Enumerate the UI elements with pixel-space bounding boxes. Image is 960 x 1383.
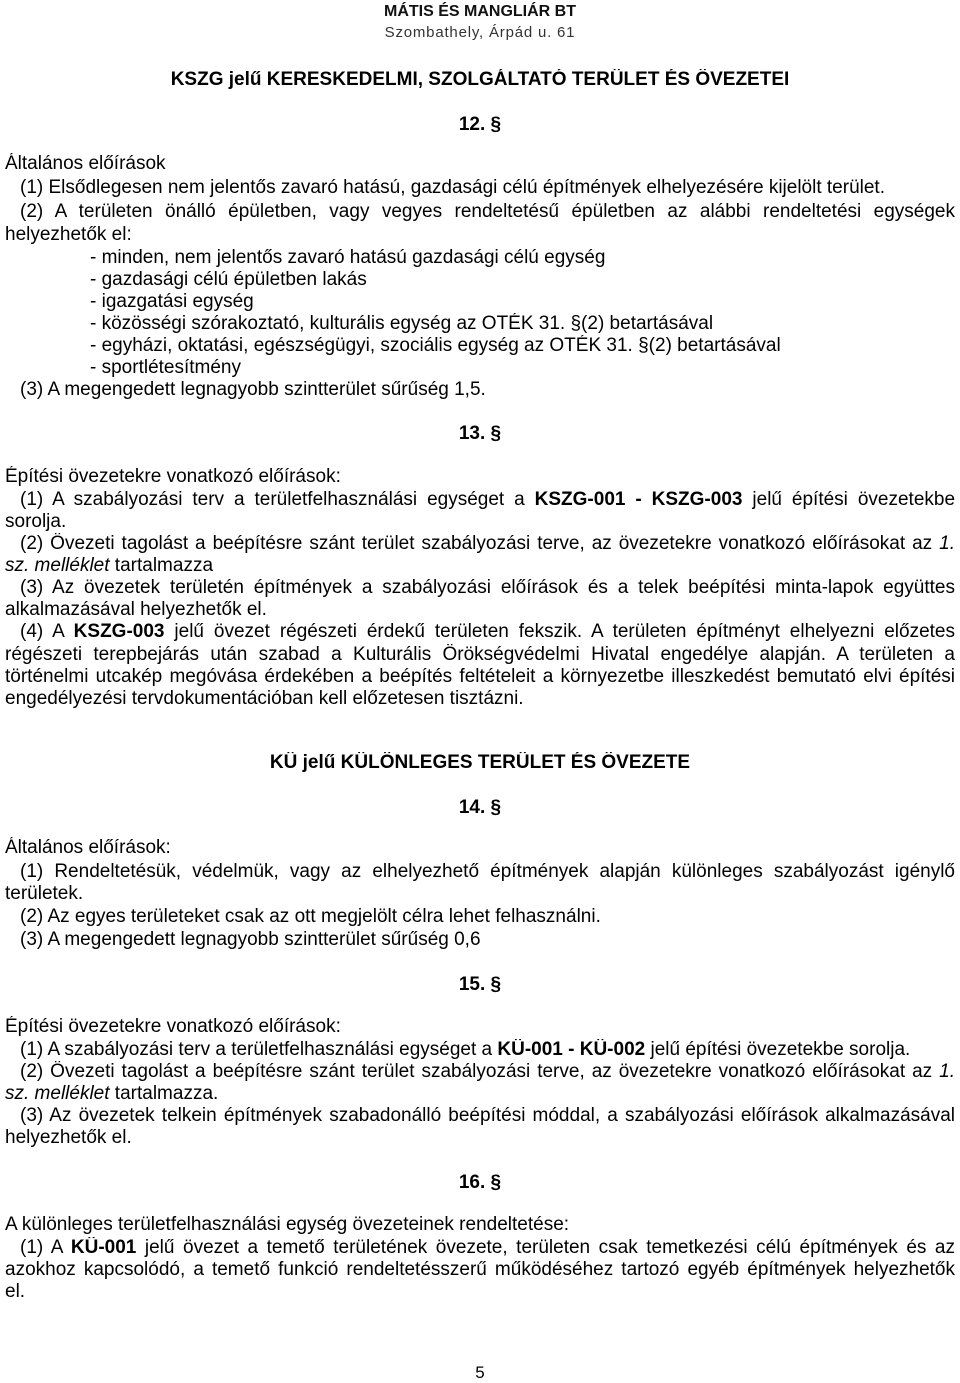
s16-heading: A különleges területfelhasználási egység övezeteinek rendeltetése:: [5, 1214, 570, 1235]
s13-p2-text: (2) Övezeti tagolást a beépítésre szánt terület szabályozási terve, az övezetekre vonatkozó előírásokat az: [20, 533, 940, 554]
paragraph-15-number: 15. §: [458, 974, 502, 995]
s13-p4-line4: engedélyezési tervdokumentációban kell előzetesen tisztázni.: [5, 688, 524, 709]
s16-p1-text-cont: jelű övezet a temető területének övezete, területen csak temetkezési célú építmények és az: [136, 1237, 955, 1258]
s15-p1-text-cont: jelű építési övezetekbe sorolja.: [645, 1039, 911, 1060]
s15-p2-text: (2) Övezeti tagolást a beépítésre szánt terület szabályozási terve, az övezetekre vonatkozó előírásokat az: [20, 1061, 940, 1082]
s13-p4-line1: [20, 621, 955, 643]
zone-code-ku-001: KÜ-001: [70, 1237, 137, 1258]
s13-p1-line2: sorolja.: [5, 511, 67, 532]
s12-p2-line2: helyezhetők el:: [5, 224, 132, 245]
s12-list-item: - gazdasági célú épületben lakás: [90, 269, 367, 290]
s14-p1-line2: területek.: [5, 883, 84, 904]
s13-p2-annex-number: 1.: [939, 533, 955, 554]
s16-p1-line1: [20, 1237, 955, 1259]
s16-p1-line2: azokhoz kapcsolódó, a temető funkció rendeltetésszerű működéséhez tartozó egyéb építmények helyezhetők: [5, 1259, 955, 1280]
s15-p3-line2: helyezhetők el.: [5, 1127, 132, 1148]
company-address: Szombathely, Árpád u. 61: [384, 24, 576, 41]
s12-list-item: - közösségi szórakoztató, kulturális egység az OTÉK 31. §(2) betartásával: [90, 313, 714, 334]
s13-p2-line1: [20, 533, 955, 555]
zone-code-kszg-003: KSZG-003: [73, 621, 165, 642]
s16-p1-text: (1) A: [20, 1237, 71, 1258]
s14-p2: (2) Az egyes területeket csak az ott megjelölt célra lehet felhasználni.: [20, 906, 601, 927]
paragraph-16-number: 16. §: [458, 1172, 502, 1193]
s13-p3-line2: alkalmazásával helyezhetők el.: [5, 599, 267, 620]
kszg-section-title: KSZG jelű KERESKEDELMI, SZOLGÁLTATÓ TERÜLET ÉS ÖVEZETEI: [170, 69, 790, 90]
s15-p2-annex-number: 1.: [939, 1061, 955, 1082]
s12-heading: Általános előírások: [5, 153, 166, 174]
s15-p1-text: (1) A szabályozási terv a területfelhasználási egységet a: [20, 1039, 498, 1060]
paragraph-14-number: 14. §: [458, 797, 502, 818]
s12-list-item: - igazgatási egység: [90, 291, 254, 312]
zone-codes-ku: KÜ-001 - KÜ-002: [497, 1039, 646, 1060]
s13-p4-text: (4) A: [20, 621, 74, 642]
s13-p1-text-cont: jelű építési övezetekbe: [742, 489, 955, 510]
s15-p3-line1: (3) Az övezetek telkein építmények szabadonálló beépítési móddal, a szabályozási előírások alkalmazásával: [20, 1105, 955, 1126]
s14-p1-line1: (1) Rendeltetésük, védelmük, vagy az elhelyezhető építmények alapján különleges szabályozást igénylő: [20, 861, 955, 882]
s15-p2-annex-label: sz. melléklet: [5, 1083, 110, 1104]
s12-list-item: - minden, nem jelentős zavaró hatású gazdasági célú egység: [90, 247, 606, 268]
s14-p3: (3) A megengedett legnagyobb szintterület sűrűség 0,6: [20, 929, 481, 950]
s14-heading: Általános előírások:: [5, 837, 171, 858]
s13-p2-text-cont: tartalmazza: [109, 555, 214, 576]
s13-p4-text-cont: jelű övezet régészeti érdekű területen fekszik. A területen építményt elhelyezni előzetes: [164, 621, 955, 642]
s13-heading: Építési övezetekre vonatkozó előírások:: [5, 466, 341, 487]
s13-p1-line1: [20, 489, 955, 511]
paragraph-13-number: 13. §: [458, 423, 502, 444]
s13-p1-text: (1) A szabályozási terv a területfelhasználási egységet a: [20, 489, 535, 510]
s13-p4-line3: történelmi utcakép megóvása érdekében a beépítés feltételeit a környezetbe illeszkedést bemutató elvi építési: [5, 666, 955, 687]
s12-p1: (1) Elsődlegesen nem jelentős zavaró hatású, gazdasági célú építmények elhelyezésére kijelölt terület.: [20, 177, 885, 198]
s12-p3: (3) A megengedett legnagyobb szintterület sűrűség 1,5.: [20, 379, 486, 400]
s15-heading: Építési övezetekre vonatkozó előírások:: [5, 1016, 341, 1037]
s13-p2-annex-label: sz. melléklet: [5, 555, 110, 576]
s13-p3-line1: (3) Az övezetek területén építmények a szabályozási előírások és a telek beépítési minta-lapok együttes: [20, 577, 955, 598]
s15-p1: [20, 1039, 955, 1061]
s15-p2-text-cont: tartalmazza.: [109, 1083, 219, 1104]
paragraph-12-number: 12. §: [458, 114, 502, 135]
s16-p1-line3: el.: [5, 1281, 26, 1302]
s12-list-item: - egyházi, oktatási, egészségügyi, szociális egység az OTÉK 31. §(2) betartásával: [90, 335, 781, 356]
company-name: MÁTIS ÉS MANGLIÁR BT: [384, 3, 576, 20]
s15-p2-line1: [20, 1061, 955, 1083]
s12-list-item: - sportlétesítmény: [90, 357, 241, 378]
s12-p2-line1: (2) A területen önálló épületben, vagy vegyes rendeltetésű épületben az alábbi rendeltetési egységek: [20, 201, 955, 222]
s15-p2-line2: [5, 1083, 955, 1105]
ku-section-title: KÜ jelű KÜLÖNLEGES TERÜLET ÉS ÖVEZETE: [269, 752, 691, 773]
page-number: 5: [475, 1363, 485, 1382]
s13-p2-line2: [5, 555, 955, 577]
s13-p4-line2: régészeti terepbejárás után szabad a Kulturális Örökségvédelmi Hivatal engedélye alapján. A területen a: [5, 644, 955, 665]
zone-codes-kszg: KSZG-001 - KSZG-003: [534, 489, 743, 510]
